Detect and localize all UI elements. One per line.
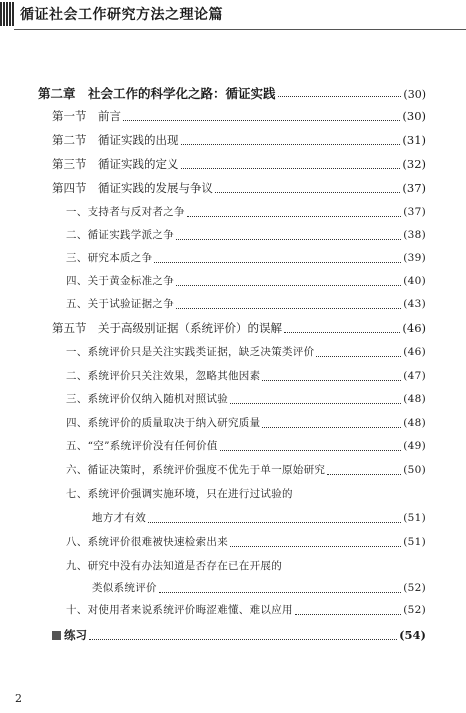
toc-page-number: (43): [403, 298, 426, 310]
toc-page-number: (37): [402, 181, 426, 195]
toc-page-number: (47): [403, 370, 426, 382]
toc-entry-label: [52, 132, 179, 148]
toc-entry-text: 三、研究本质之争: [66, 252, 153, 264]
toc-item-entry: [66, 296, 426, 312]
toc-entry-label: [66, 227, 174, 242]
toc-entry-text: 七、系统评价强调实施环境，只在进行过试验的: [66, 488, 293, 500]
header-title: 循证社会工作研究方法之理论篇: [20, 7, 223, 23]
toc-item-entry: [66, 250, 426, 266]
toc-entry-text: 四、系统评价的质量取决于纳入研究质量: [66, 417, 261, 429]
toc-entry-label: [66, 296, 174, 311]
toc-entry-label: [66, 344, 314, 359]
toc-entry-label: [66, 204, 185, 219]
toc-item-entry: [66, 534, 426, 550]
toc-entry-text: 四、关于黄金标准之争: [66, 275, 174, 287]
toc-page-number: (48): [403, 417, 426, 429]
toc-entry-label: [52, 156, 179, 172]
toc-item-entry: [92, 580, 426, 596]
toc-item-entry: [66, 204, 426, 220]
dot-leader: [295, 614, 401, 615]
dot-leader: [278, 96, 402, 97]
dot-leader: [89, 639, 397, 640]
square-bullet-icon: [52, 631, 61, 640]
dot-leader: [123, 120, 400, 121]
toc-entry-label: [66, 462, 325, 477]
toc-entry-label: [52, 320, 282, 336]
toc-section-entry: [52, 108, 426, 124]
toc-entry-label: [52, 627, 87, 643]
toc-page-number: (31): [402, 133, 426, 147]
toc-page-number: (37): [403, 206, 426, 218]
toc-entry-label: [92, 510, 146, 525]
dot-leader: [220, 450, 401, 451]
toc-entry-label: [66, 368, 260, 383]
running-header: [0, 0, 466, 30]
toc-entry-text: 九、研究中没有办法知道是否存在已在开展的: [66, 560, 282, 572]
dot-leader: [230, 546, 401, 547]
dot-leader: [262, 380, 401, 381]
toc-section-entry: [52, 132, 426, 148]
toc-entry-text: 第一节 前言: [52, 109, 121, 123]
dot-leader: [316, 356, 401, 357]
toc-page-number: (52): [403, 582, 426, 594]
toc-entry-text: 五、关于试验证据之争: [66, 298, 174, 310]
toc-entry-label: [66, 534, 228, 549]
toc-item-entry: [66, 344, 426, 360]
dot-leader: [181, 144, 401, 145]
toc-item-entry: [66, 391, 426, 407]
toc-entry-text: 十、对使用者来说系统评价晦涩难懂、难以应用: [66, 604, 293, 616]
toc-page-number: (39): [403, 252, 426, 264]
toc-entry-text: 第五节 关于高级别证据（系统评价）的误解: [52, 321, 282, 335]
dot-leader: [176, 285, 401, 286]
toc-chapter-entry: [38, 84, 426, 100]
toc-entry-label: [66, 273, 174, 288]
dot-leader: [154, 262, 401, 263]
dot-leader: [176, 239, 401, 240]
toc-page-number: (52): [403, 604, 426, 616]
toc-entry-label: [66, 415, 260, 430]
dot-leader: [159, 592, 401, 593]
toc-entry-text: 五、“空”系统评价没有任何价值: [66, 440, 218, 452]
toc-page-number: (46): [403, 346, 426, 358]
toc-page-number: (50): [403, 464, 426, 476]
toc-entry-text: 二、系统评价只关注效果，忽略其他因素: [66, 370, 261, 382]
page-number: 2: [15, 692, 22, 705]
toc-page-number: (51): [403, 512, 426, 524]
toc-entry-text: 第三节 循证实践的定义: [52, 157, 179, 171]
toc-item-entry: [92, 510, 426, 526]
toc-entry-label: [52, 180, 213, 196]
toc-entry-label: [66, 558, 282, 573]
toc-entry-label: [66, 438, 218, 453]
toc-item-entry: [66, 602, 426, 618]
toc-page-number: (30): [403, 88, 426, 101]
toc-exercise-entry: [52, 627, 426, 643]
toc-page-number: (48): [403, 393, 426, 405]
toc-entry-label: [66, 486, 293, 501]
toc-entry-text: 二、循证实践学派之争: [66, 229, 174, 241]
toc-entry-text: 地方才有效: [92, 512, 146, 524]
toc-entry-label: [66, 250, 152, 265]
header-decoration-bar: [0, 2, 14, 26]
toc-page-number: (49): [403, 440, 426, 452]
toc-entry-text: 三、系统评价仅纳入随机对照试验: [66, 393, 228, 405]
toc-page-number: (40): [403, 275, 426, 287]
toc-entry-text: 八、系统评价很难被快速检索出来: [66, 536, 228, 548]
toc-item-entry: [66, 438, 426, 454]
toc-item-entry: [66, 486, 426, 502]
toc-entry-label: [92, 580, 157, 595]
toc-item-entry: [66, 462, 426, 478]
toc-entry-label: [38, 84, 276, 102]
header-rule: [14, 29, 466, 30]
dot-leader: [215, 192, 400, 193]
toc-page-number: (51): [403, 536, 426, 548]
dot-leader: [176, 308, 401, 309]
dot-leader: [187, 216, 401, 217]
toc-page-number: (38): [403, 229, 426, 241]
toc-entry-text: 第二章 社会工作的科学化之路：循证实践: [38, 86, 276, 101]
toc-item-entry: [66, 273, 426, 289]
toc-entry-label: [66, 602, 293, 617]
dot-leader: [262, 427, 401, 428]
toc-entry-text: 练习: [64, 628, 87, 642]
toc-entry-text: 第二节 循证实践的出现: [52, 133, 179, 147]
toc-item-entry: [66, 415, 426, 431]
dot-leader: [181, 168, 401, 169]
dot-leader: [327, 474, 401, 475]
toc-section-entry: [52, 156, 426, 172]
toc-entry-text: 一、系统评价只是关注实践类证据，缺乏决策类评价: [66, 346, 315, 358]
dot-leader: [230, 403, 401, 404]
toc-item-entry: [66, 368, 426, 384]
toc-page-number: (30): [402, 109, 426, 123]
toc-item-entry: [66, 558, 426, 574]
toc-entry-text: 第四节 循证实践的发展与争议: [52, 181, 213, 195]
toc-entry-label: [66, 391, 228, 406]
dot-leader: [284, 332, 400, 333]
toc-page-number: (46): [402, 321, 426, 335]
toc-section-entry: [52, 180, 426, 196]
toc-entry-text: 类似系统评价: [92, 582, 157, 594]
dot-leader: [148, 522, 401, 523]
toc-entry-text: 一、支持者与反对者之争: [66, 206, 185, 218]
toc-page-number: (54): [399, 628, 426, 642]
toc-entry-text: 六、循证决策时，系统评价强度不优先于单一原始研究: [66, 464, 326, 476]
toc-section-entry: [52, 320, 426, 336]
toc-entry-label: [52, 108, 121, 124]
toc-page-number: (32): [402, 157, 426, 171]
toc-item-entry: [66, 227, 426, 243]
